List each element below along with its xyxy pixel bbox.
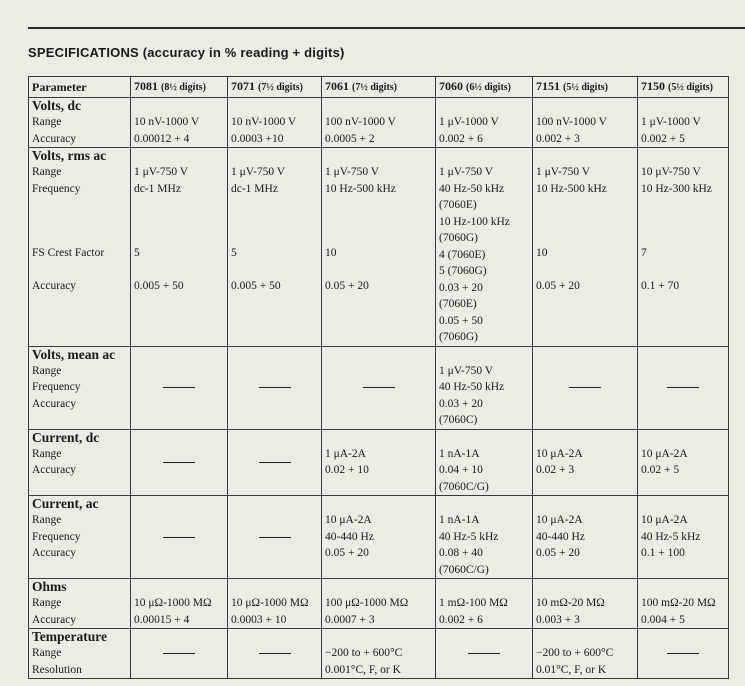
param-cell: Current, ac Range Frequency Accuracy: [29, 496, 131, 579]
group-name: Volts, dc: [32, 98, 82, 113]
cell-7150: 1 μV-1000 V 0.002 + 5: [638, 98, 729, 148]
cell-7150: 100 mΩ-20 MΩ 0.004 + 5: [638, 579, 729, 629]
cell-7151: 100 nV-1000 V 0.002 + 3: [533, 98, 638, 148]
param-cell: Temperature Range Resolution: [29, 629, 131, 679]
group-name: Volts, rms ac: [32, 148, 107, 163]
cell-7150: 10 μA-2A 40 Hz-5 kHz 0.1 + 100: [638, 496, 729, 579]
cell-7081: [131, 429, 228, 496]
cell-7081: 10 μΩ-1000 MΩ 0.00015 + 4: [131, 579, 228, 629]
cell-7060: 1 μV-750 V 40 Hz-50 kHz (7060E) 10 Hz-100 kHz (7060G) 4 (7060E) 5 (7060G) 0.03 + 20 (7060E) 0.05 + 50 (7060G): [436, 148, 533, 347]
param-cell: Volts, mean ac Range Frequency Accuracy: [29, 346, 131, 429]
param-cell: Volts, dc Range Accuracy: [29, 98, 131, 148]
not-applicable-dash: [163, 537, 195, 538]
table-row-volts-mean-ac: [29, 346, 729, 429]
header-7081: 7081 (8½ digits): [131, 77, 228, 98]
header-7071: 7071 (7½ digits): [228, 77, 322, 98]
group-name: Volts, mean ac: [32, 346, 116, 362]
not-applicable-dash: [163, 387, 195, 388]
not-applicable-dash: [259, 537, 291, 538]
not-applicable-dash: [259, 653, 291, 654]
cell-7081: [131, 346, 228, 429]
cell-7060: 1 μV-750 V 40 Hz-50 kHz 0.03 + 20 (7060C): [436, 346, 533, 429]
group-name: Current, dc: [32, 429, 100, 445]
cell-7071: [228, 496, 322, 579]
cell-7150: 10 μV-750 V 10 Hz-300 kHz 7 0.1 + 70: [638, 148, 729, 347]
param-cell: Current, dc Range Accuracy: [29, 429, 131, 496]
table-row-volts-rms-ac: [29, 148, 729, 347]
cell-7151: 1 μV-750 V 10 Hz-500 kHz 10 0.05 + 20: [533, 148, 638, 347]
cell-7060: 1 μV-1000 V 0.002 + 6: [436, 98, 533, 148]
cell-7081: 10 nV-1000 V 0.00012 + 4: [131, 98, 228, 148]
header-7060: 7060 (6½ digits): [436, 77, 533, 98]
not-applicable-dash: [259, 462, 291, 463]
cell-7061: 100 μΩ-1000 MΩ 0.0007 + 3: [322, 579, 436, 629]
cell-7071: 1 μV-750 V dc-1 MHz 5 0.005 + 50: [228, 148, 322, 347]
cell-7150: [638, 629, 729, 679]
not-applicable-dash: [468, 653, 500, 654]
cell-7081: [131, 629, 228, 679]
header-7151: 7151 (5½ digits): [533, 77, 638, 98]
param-cell: Ohms Range Accuracy: [29, 579, 131, 629]
cell-7151: 10 μA-2A 40-440 Hz 0.05 + 20: [533, 496, 638, 579]
cell-7150: 10 μA-2A 0.02 + 5: [638, 429, 729, 496]
cell-7060: 1 mΩ-100 MΩ 0.002 + 6: [436, 579, 533, 629]
specifications-table: [28, 76, 729, 679]
not-applicable-dash: [163, 462, 195, 463]
table-header-row: [29, 77, 729, 98]
header-7150: 7150 (5½ digits): [638, 77, 729, 98]
cell-7071: [228, 429, 322, 496]
cell-7151: 10 mΩ-20 MΩ 0.003 + 3: [533, 579, 638, 629]
cell-7150: [638, 346, 729, 429]
header-7061: 7061 (7½ digits): [322, 77, 436, 98]
cell-7071: 10 μΩ-1000 MΩ 0.0003 + 10: [228, 579, 322, 629]
heading-title: SPECIFICATIONS: [28, 45, 139, 60]
cell-7060: 1 nA-1A 0.04 + 10 (7060C/G): [436, 429, 533, 496]
cell-7061: −200 to + 600°C 0.001°C, F, or K: [322, 629, 436, 679]
cell-7151: 10 μA-2A 0.02 + 3: [533, 429, 638, 496]
not-applicable-dash: [569, 387, 601, 388]
cell-7081: 1 μV-750 V dc-1 MHz 5 0.005 + 50: [131, 148, 228, 347]
cell-7151: [533, 346, 638, 429]
cell-7071: [228, 346, 322, 429]
cell-7060: [436, 629, 533, 679]
not-applicable-dash: [163, 653, 195, 654]
group-name: Ohms: [32, 579, 67, 594]
not-applicable-dash: [667, 387, 699, 388]
heading-subtitle: (accuracy in % reading + digits): [142, 45, 345, 60]
cell-7081: [131, 496, 228, 579]
param-cell: Volts, rms ac Range Frequency FS Crest Factor Accuracy: [29, 148, 131, 347]
cell-7061: 1 μA-2A 0.02 + 10: [322, 429, 436, 496]
not-applicable-dash: [667, 653, 699, 654]
top-rule: [28, 27, 745, 29]
not-applicable-dash: [363, 387, 395, 388]
cell-7061: 1 μV-750 V 10 Hz-500 kHz 10 0.05 + 20: [322, 148, 436, 347]
header-parameter: Parameter: [29, 77, 131, 98]
table-row-current-dc: [29, 429, 729, 496]
not-applicable-dash: [259, 387, 291, 388]
cell-7061: 100 nV-1000 V 0.0005 + 2: [322, 98, 436, 148]
cell-7061: [322, 346, 436, 429]
table-row-temperature: [29, 629, 729, 679]
specifications-heading: [28, 45, 345, 60]
group-name: Temperature: [32, 629, 107, 644]
cell-7151: −200 to + 600°C 0.01°C, F, or K: [533, 629, 638, 679]
table-row-volts-dc: [29, 98, 729, 148]
cell-7071: 10 nV-1000 V 0.0003 +10: [228, 98, 322, 148]
cell-7060: 1 nA-1A 40 Hz-5 kHz 0.08 + 40 (7060C/G): [436, 496, 533, 579]
table-row-ohms: [29, 579, 729, 629]
cell-7071: [228, 629, 322, 679]
cell-7061: 10 μA-2A 40-440 Hz 0.05 + 20: [322, 496, 436, 579]
group-name: Current, ac: [32, 496, 99, 511]
table-row-current-ac: [29, 496, 729, 579]
